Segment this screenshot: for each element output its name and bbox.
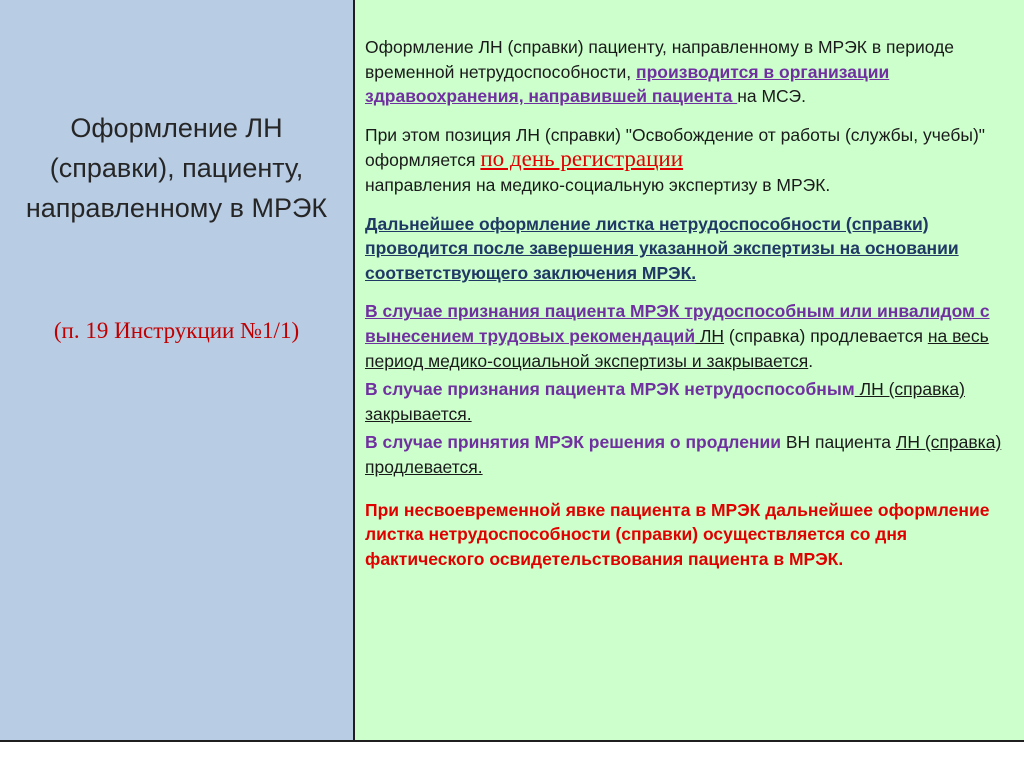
p6-end: ЛН (справка) продлевается.: [365, 432, 1002, 477]
p2-text: При этом позиция ЛН (справки) "Освобождение от работы (службы, учебы)" оформляется: [365, 124, 985, 171]
instruction-reference: (п. 19 Инструкции №1/1): [53, 318, 300, 343]
content-text: [365, 35, 1005, 571]
paragraph-5: [365, 377, 1005, 426]
p5-text: ЛН (справка) закрывается.: [365, 379, 965, 424]
paragraph-2: [365, 123, 1005, 198]
p4-ln: ЛН: [695, 325, 725, 346]
paragraph-3: Дальнейшее оформление листка нетрудоспособности (справки) проводится после завершения указанной экспертизы на основании соответствующего заключения МРЭК.: [365, 213, 959, 283]
p4-text: (справка) продлевается: [724, 325, 928, 346]
p4-highlight: В случае признания пациента МРЭК трудоспособным или инвалидом с вынесением трудовых рекомендаций: [365, 301, 990, 346]
p2-highlight: по день регистрации: [480, 146, 684, 172]
p6-highlight: В случае принятия МРЭК решения о продлении: [365, 432, 782, 453]
paragraph-6: [365, 430, 1005, 479]
left-cell: [0, 0, 355, 742]
paragraph-7: При несвоевременной явке пациента в МРЭК дальнейшее оформление листка нетрудоспособности (справки) осуществляется со дня фактического освидетельствования пациента в МРЭК.: [365, 499, 990, 569]
paragraph-4: [365, 299, 1005, 373]
p2-end: направления на медико-социальную экспертизу в МРЭК.: [365, 174, 831, 195]
p4-end: .: [808, 350, 814, 371]
slide-bottom-margin: [0, 742, 1024, 767]
p1-end: на МСЭ.: [737, 86, 806, 107]
paragraph-1: [365, 35, 1005, 109]
p1-highlight: производится в организации здравоохранения, направившей пациента: [365, 61, 890, 107]
p1-text: Оформление ЛН (справки) пациенту, направленному в МРЭК в периоде временной нетрудоспособности,: [365, 37, 955, 82]
p4-period: на весь период медико-социальной экспертизы и закрывается: [365, 325, 989, 371]
right-cell: [355, 0, 1024, 742]
p6-text: ВН пациента: [781, 432, 896, 453]
section-title: Оформление ЛН (справки), пациенту, направленному в МРЭК: [25, 113, 328, 223]
p5-highlight: В случае признания пациента МРЭК нетрудоспособным: [365, 379, 855, 400]
